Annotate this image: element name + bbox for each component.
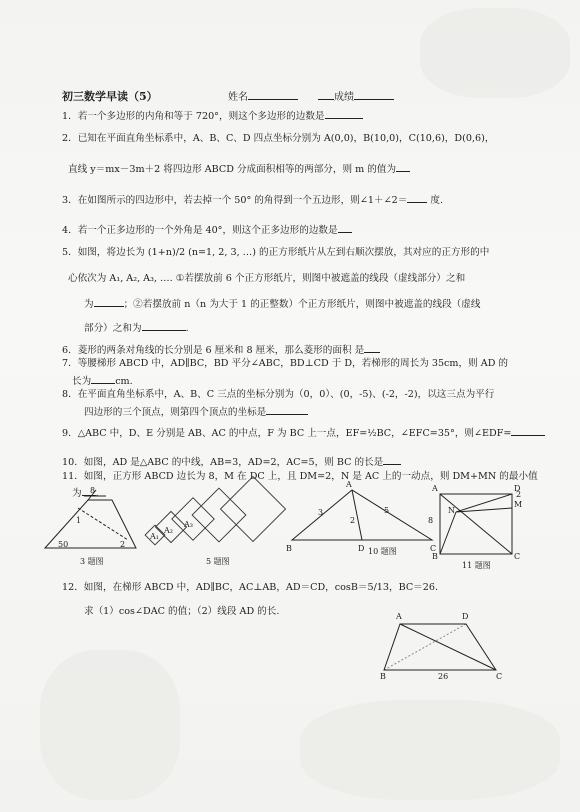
question-5-line2: 心依次为 A₁, A₂, A₃, …. ①若摆放前 6 个正方形纸片，则图中被遮盖的线段（虚线部分）之和 — [68, 273, 466, 284]
question-12-line2: 求（1）cos∠DAC 的值；（2）线段 AD 的长. — [84, 606, 280, 617]
question-5-line4: 部分）之和为 . — [84, 323, 189, 334]
question-6-text: 6．菱形的两条对角线的长分别是 6 厘米和 8 厘米，那么菱形的面积 是 — [62, 345, 365, 356]
fig11-label: N — [448, 506, 455, 515]
question-4-text: 4．若一个正多边形的一个外角是 40°，则这个正多边形的边数是 — [62, 225, 338, 236]
fig12-label: 26 — [438, 672, 449, 681]
fig11-label: B — [432, 552, 438, 561]
score-label: 成绩 — [334, 92, 354, 103]
question-11-text: 为 — [72, 488, 82, 499]
fig11-label: C — [514, 552, 521, 561]
fig10-label: D — [358, 544, 365, 553]
fig12-label: D — [462, 612, 469, 621]
fig12-label: A — [396, 612, 402, 621]
figure-11-square — [440, 494, 512, 554]
fig12-label: C — [496, 672, 503, 681]
figure-10-triangle — [292, 490, 432, 540]
question-3-text: 3．在如图所示的四边形中，若去掉一个 50° 的角得到一个五边形，则∠1＋∠2＝ — [62, 195, 408, 206]
fig10-label: B — [286, 544, 292, 553]
fig11-label: 8 — [428, 516, 434, 525]
question-7-text: 长为 — [72, 376, 92, 387]
fig10-label: 3 — [318, 508, 324, 517]
question-5-text: ；②若摆放前 n（n 为大于 1 的正整数）个正方形纸片，则图中被遮盖的线段（虚线 — [123, 299, 481, 310]
fig5-label: A₃ — [184, 520, 193, 529]
name-label: 姓名 — [228, 92, 248, 103]
fig5-label: A₂ — [164, 526, 173, 535]
question-3-unit: 度. — [430, 195, 444, 206]
question-7-unit: cm. — [115, 376, 133, 387]
question-11-line2: 为 . — [72, 488, 99, 499]
question-12-line1: 12．如图，在梯形 ABCD 中，AD∥BC，AC⊥AB，AD＝CD，cosB＝5/13，BC＝26. — [62, 582, 439, 593]
question-2-line1: 2．已知在平面直角坐标系中，A、B、C、D 四点坐标分别为 A(0,0)，B(10,0)，C(10,6)，D(0,6)， — [62, 133, 495, 144]
fig11-caption: 11 题图 — [462, 561, 491, 570]
question-5-text: 为 — [84, 299, 94, 310]
fig10-caption: 10 题图 — [368, 547, 397, 556]
fig3-label: 2 — [120, 540, 126, 549]
question-8-line1: 8．在平面直角坐标系中，A、B、C 三点的坐标分别为（0，0）、(0，-5)、(-2，-2)，以这三点为平行 — [62, 389, 495, 400]
fig12-label: B — [380, 672, 386, 681]
fig5-caption: 5 题图 — [206, 557, 230, 566]
fig11-label: 2 — [516, 490, 522, 499]
question-9-text: 9．△ABC 中，D、E 分别是 AB、AC 的中点，F 为 BC 上一点，EF=½BC，∠EFC=35°，则∠EDF= — [62, 428, 512, 439]
question-5-line1: 5．如图，将边长为 (1+n)/2 (n=1, 2, 3, …) 的正方形纸片从左到右顺次摆放，其对应的正方形的中 — [62, 247, 490, 258]
fig10-label: 5 — [384, 506, 390, 515]
fig3-label: 8 — [90, 486, 96, 495]
fig11-label: D — [514, 484, 521, 493]
fig5-label: A₁ — [150, 532, 159, 541]
fig10-label: C — [430, 544, 437, 553]
question-7-line1: 7．等腰梯形 ABCD 中，AD∥BC，BD 平分∠ABC，BD⊥CD 于 D，若梯形的周长为 35cm，则 AD 的 — [62, 358, 509, 369]
figure-12-trapezoid — [384, 624, 496, 670]
fig3-label: 50 — [58, 540, 69, 549]
fig10-label: 2 — [350, 516, 356, 525]
question-2-text: 直线 y＝mx－3m＋2 将四边形 ABCD 分成面积相等的两部分，则 m 的值为 — [68, 164, 397, 175]
question-11: 11．如图，正方形 ABCD 边长为 8，M 在 DC 上，且 DM=2，N 是 AC 上的一动点，则 DM+MN 的最小值 — [62, 471, 538, 482]
question-1-text: 1．若一个多边形的内角和等于 720°，则这个多边形的边数是 — [62, 111, 325, 122]
question-8-text: 四边形的三个顶点，则第四个顶点的坐标是 — [84, 407, 267, 418]
fig11-label: M — [514, 500, 523, 509]
fig11-label: A — [432, 484, 438, 493]
question-5-text: 部分）之和为 — [84, 323, 142, 334]
worksheet-title: 初三数学早读（5） — [62, 90, 158, 103]
fig3-label: 1 — [76, 516, 82, 525]
fig3-caption: 3 题图 — [80, 557, 104, 566]
question-10-text: 10．如图，AD 是△ABC 的中线，AB=3，AD=2，AC=5，则 BC 的长是 — [62, 457, 384, 468]
fig10-label: A — [346, 480, 352, 489]
